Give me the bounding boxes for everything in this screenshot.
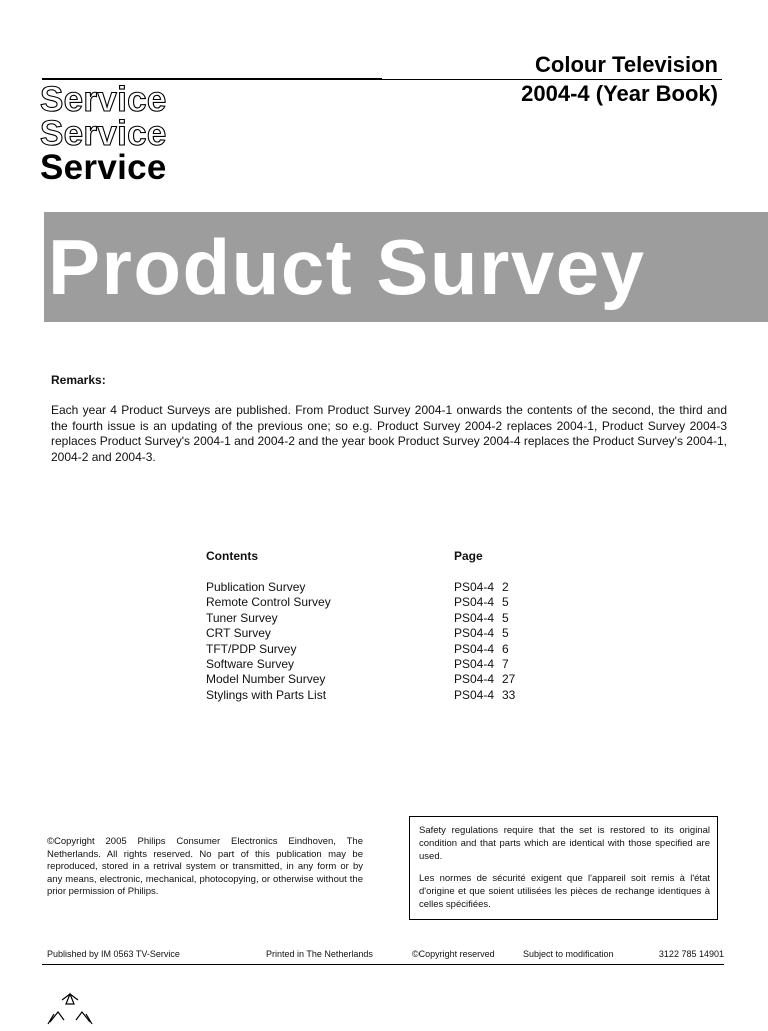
copyright-notice: ©Copyright 2005 Philips Consumer Electronics Eindhoven, The Netherlands. All rights reserved. No part of this publication may be reproduced, stored in a retrival system or transmitted, in any form or by any means, electronic, mechanical, photocopying, or otherwise without the prior permission of Philips. <box>47 836 363 898</box>
contents-item <box>206 672 546 687</box>
document-category: Colour Television <box>535 52 718 77</box>
contents-item <box>206 580 546 595</box>
contents-item-prefix: PS04-4 <box>454 641 495 656</box>
recycle-icon <box>40 992 100 1031</box>
contents-item-title: Software Survey <box>206 656 295 671</box>
contents-item <box>206 595 546 610</box>
contents-item-prefix: PS04-4 <box>454 656 495 671</box>
contents-item-page: 5 <box>502 626 509 641</box>
footer-subject-to-modification: Subject to modification <box>523 949 614 959</box>
contents-item-prefix: PS04-4 <box>454 687 495 702</box>
contents-item-page: 5 <box>502 610 509 625</box>
page-column-heading: Page <box>454 549 483 563</box>
footer-published-by: Published by IM 0563 TV-Service <box>47 949 180 959</box>
contents-item <box>206 657 546 672</box>
contents-item-prefix: PS04-4 <box>454 672 495 687</box>
footer <box>47 947 724 961</box>
contents-item-prefix: PS04-4 <box>454 610 495 625</box>
remarks-text: Each year 4 Product Surveys are published. From Product Survey 2004-1 onwards the contents of the second, the third and the fourth issue is an updating of the previous one; so e.g. Product Survey 2004-2 replaces 2004-1, Product Survey 2004-3 replaces Product Survey's 2004-1 and 2004-2 and the year book Product Survey 2004-4 replaces the Product Survey's 2004-1, 2004-2 and 2004-3. <box>51 403 727 464</box>
contents-item-title: Remote Control Survey <box>206 595 331 610</box>
footer-rule <box>42 964 724 965</box>
contents-item-page: 6 <box>502 641 509 656</box>
contents-item-page: 27 <box>502 672 516 687</box>
footer-document-number: 3122 785 14901 <box>658 949 724 959</box>
document-edition: 2004-4 (Year Book) <box>521 81 718 106</box>
safety-notice-english: Safety regulations require that the set is restored to its original condition and that parts which are identical with those specified are used. <box>419 825 710 862</box>
contents-item-title: Publication Survey <box>206 580 306 594</box>
contents-item-title: Model Number Survey <box>206 672 326 687</box>
contents-item-prefix: PS04-4 <box>454 580 495 594</box>
safety-notice-french: Les normes de sécurité exigent que l'appareil soit remis à l'état d'origine et que soient utilisées les pièces de rechange identiques à celles spécifiées. <box>419 873 710 910</box>
contents-heading: Contents <box>206 549 258 563</box>
contents-item-prefix: PS04-4 <box>454 626 495 641</box>
title-banner <box>44 212 768 322</box>
service-logo-word-3: Service <box>40 148 167 187</box>
contents-item <box>206 626 546 641</box>
contents-item <box>206 688 546 703</box>
contents-item-title: TFT/PDP Survey <box>206 641 297 656</box>
banner-title: Product Survey <box>48 223 646 311</box>
footer-printed-in: Printed in The Netherlands <box>266 949 373 959</box>
contents-item-page: 7 <box>502 656 509 671</box>
footer-copyright-reserved: ©Copyright reserved <box>412 949 495 959</box>
contents-item-title: CRT Survey <box>206 626 271 641</box>
contents-item-page: 2 <box>502 580 509 594</box>
service-logo-word-1: Service <box>40 80 167 119</box>
contents-item-page: 33 <box>502 687 516 702</box>
contents-item <box>206 642 546 657</box>
contents-list <box>206 580 546 703</box>
service-logo-word-2: Service <box>40 114 167 153</box>
contents-item-prefix: PS04-4 <box>454 595 495 610</box>
contents-item <box>206 611 546 626</box>
contents-item-page: 5 <box>502 595 509 610</box>
remarks-heading: Remarks: <box>51 373 106 387</box>
contents-item-title: Tuner Survey <box>206 610 278 625</box>
contents-item-title: Stylings with Parts List <box>206 687 327 702</box>
safety-notice-box <box>409 816 718 920</box>
